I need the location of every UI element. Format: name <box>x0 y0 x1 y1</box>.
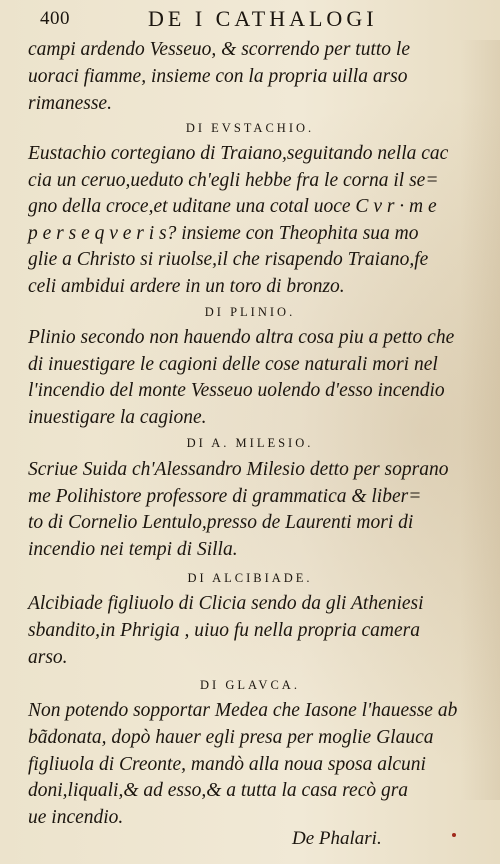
text-line: l'incendio del monte Vesseuo uolendo d'esso incendio <box>28 380 445 401</box>
text-line: Eustachio cortegiano di Traiano,seguitando nella cac <box>28 143 449 164</box>
text-line: bãdonata, dopò hauer egli presa per moglie Glauca <box>28 727 434 748</box>
text-line: Plinio secondo non hauendo altra cosa piu a petto che <box>28 327 455 348</box>
text-line: arso. <box>28 647 68 668</box>
text-line: inuestigare la cagione. <box>28 407 207 428</box>
text-line: glie a Christo si riuolse,il che risapendo Traiano,fe <box>28 249 429 270</box>
text-line: incendio nei tempi di Silla. <box>28 539 238 560</box>
text-line: Non potendo sopportar Medea che Iasone l'hauesse ab <box>28 700 458 721</box>
text-line: gno della croce,et uditane una cotal uoce C v r · m e <box>28 196 437 217</box>
ink-mark <box>452 833 456 837</box>
text-line: me Polihistore professore di grammatica & liber= <box>28 486 422 507</box>
text-line: cia un ceruo,ueduto ch'egli hebbe fra le corna il se= <box>28 170 439 191</box>
section-heading-glauca: DI GLAVCA. <box>200 678 300 692</box>
text-line: uoraci fiamme, insieme con la propria uilla arso <box>28 66 408 87</box>
text-line: celi ambidui ardere in un toro di bronzo. <box>28 276 345 297</box>
text-line: figliuola di Creonte, mandò alla noua sposa alcuni <box>28 754 426 775</box>
text-line: ue incendio. <box>28 807 124 828</box>
section-heading-alcibiade: DI ALCIBIADE. <box>187 571 313 585</box>
text-line: sbandito,in Phrigia , uiuo fu nella propria camera <box>28 620 420 641</box>
text-line: rimanesse. <box>28 93 112 114</box>
text-line: doni,liquali,& ad esso,& a tutta la casa recò gra <box>28 780 409 801</box>
text-line: di inuestigare le cagioni delle cose naturali mori nel <box>28 354 438 375</box>
section-heading-milesio: DI A. MILESIO. <box>186 436 314 450</box>
text-line: Alcibiade figliuolo di Clicia sendo da gli Atheniesi <box>28 593 424 614</box>
page-number: 400 <box>40 8 70 29</box>
section-heading-plinio: DI PLINIO. <box>204 305 296 319</box>
catchword: De Phalari. <box>292 828 382 849</box>
section-heading-eustachio: DI EVSTACHIO. <box>185 121 315 135</box>
text-line: Scriue Suida ch'Alessandro Milesio detto per soprano <box>28 459 449 480</box>
text-line: p e r s e q v e r i s? insieme con Theophita sua mo <box>28 223 419 244</box>
text-line: to di Cornelio Lentulo,presso de Laurenti mori di <box>28 512 414 533</box>
running-head: DE I CATHALOGI <box>148 6 378 31</box>
text-line: campi ardendo Vesseuo, & scorrendo per tutto le <box>28 39 411 60</box>
page-header <box>40 6 460 36</box>
